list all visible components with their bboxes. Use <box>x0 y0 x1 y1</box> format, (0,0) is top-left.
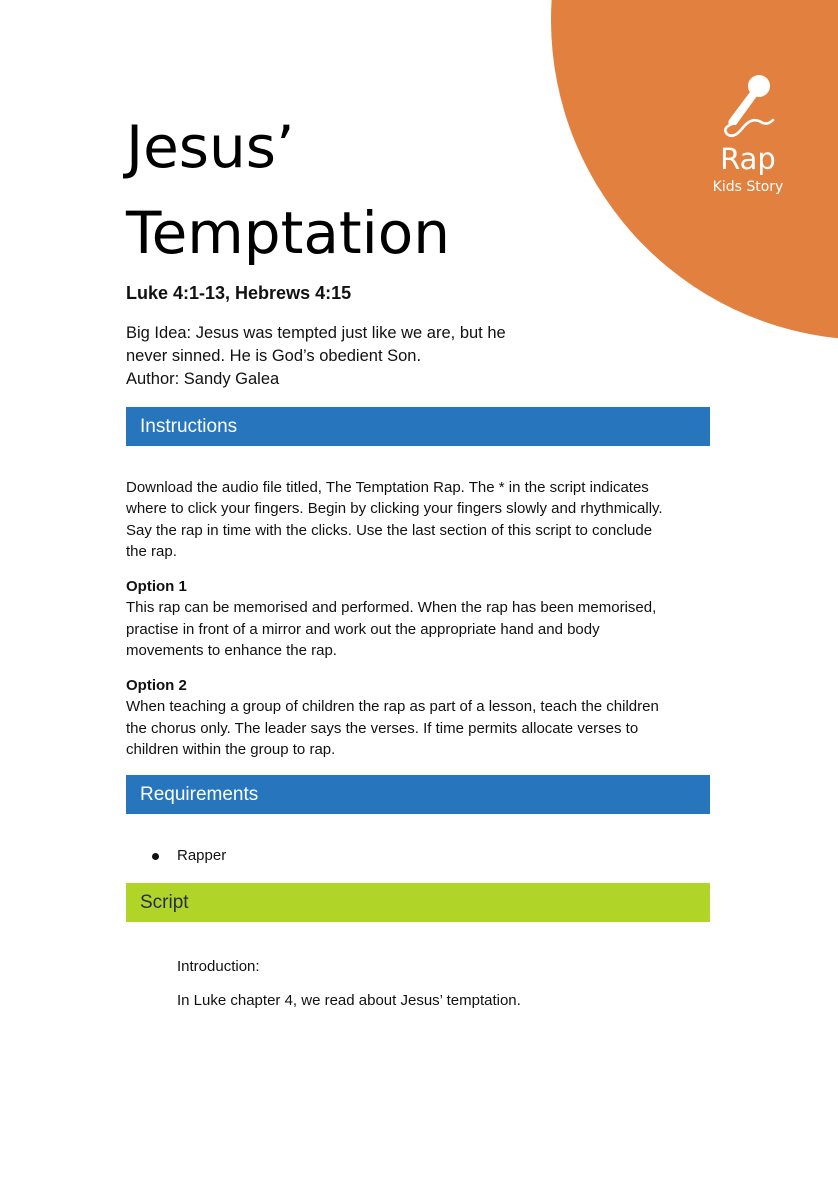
script-line: In Luke chapter 4, we read about Jesus’ temptation. <box>177 992 521 1009</box>
script-heading: Script <box>126 883 710 922</box>
badge-subtitle: Kids Story <box>712 179 784 195</box>
instructions-heading: Instructions <box>126 407 710 446</box>
badge-title: Rap <box>720 142 776 176</box>
rap-badge <box>700 70 796 196</box>
page-title-line: Temptation <box>126 199 450 267</box>
option-1-block <box>126 576 716 661</box>
option-1-heading: Option 1 <box>126 578 187 595</box>
option-2-line: children within the group to rap. <box>126 740 336 758</box>
requirement-label: Rapper <box>177 847 227 864</box>
author-line: Author: Sandy Galea <box>126 370 280 388</box>
bible-references: Luke 4:1-13, Hebrews 4:15 <box>126 283 352 303</box>
list-item <box>150 845 226 867</box>
option-1-line: movements to enhance the rap. <box>126 641 337 659</box>
paragraph-line: the rap. <box>126 542 177 560</box>
paragraph-line: Say the rap in time with the clicks. Use the last section of this script to conclude <box>126 521 653 539</box>
paragraph-line: Download the audio file titled, The Temptation Rap. The * in the script indicates <box>126 479 649 496</box>
option-1-line: This rap can be memorised and performed. When the rap has been memorised, <box>126 599 657 617</box>
script-line: Introduction: <box>177 958 260 975</box>
big-idea-line: never sinned. He is God’s obedient Son. <box>126 347 422 365</box>
requirements-list <box>150 845 226 867</box>
option-2-line: When teaching a group of children the rap as part of a lesson, teach the children <box>126 698 659 716</box>
big-idea-line: Big Idea: Jesus was tempted just like we are, but he <box>126 324 506 342</box>
requirements-heading: Requirements <box>126 775 710 814</box>
option-2-block <box>126 675 716 760</box>
bullet-icon <box>152 853 159 860</box>
page-title-line: Jesus’ <box>126 113 295 181</box>
intro-block <box>126 322 546 391</box>
paragraph-line: where to click your fingers. Begin by clicking your fingers slowly and rhythmically. <box>126 500 663 518</box>
option-2-heading: Option 2 <box>126 677 187 694</box>
microphone-icon <box>719 70 777 140</box>
option-2-line: the chorus only. The leader says the verses. If time permits allocate verses to <box>126 719 639 737</box>
instructions-paragraph <box>126 477 716 562</box>
page-title <box>126 104 526 276</box>
option-1-line: practise in front of a mirror and work out the appropriate hand and body <box>126 620 600 638</box>
